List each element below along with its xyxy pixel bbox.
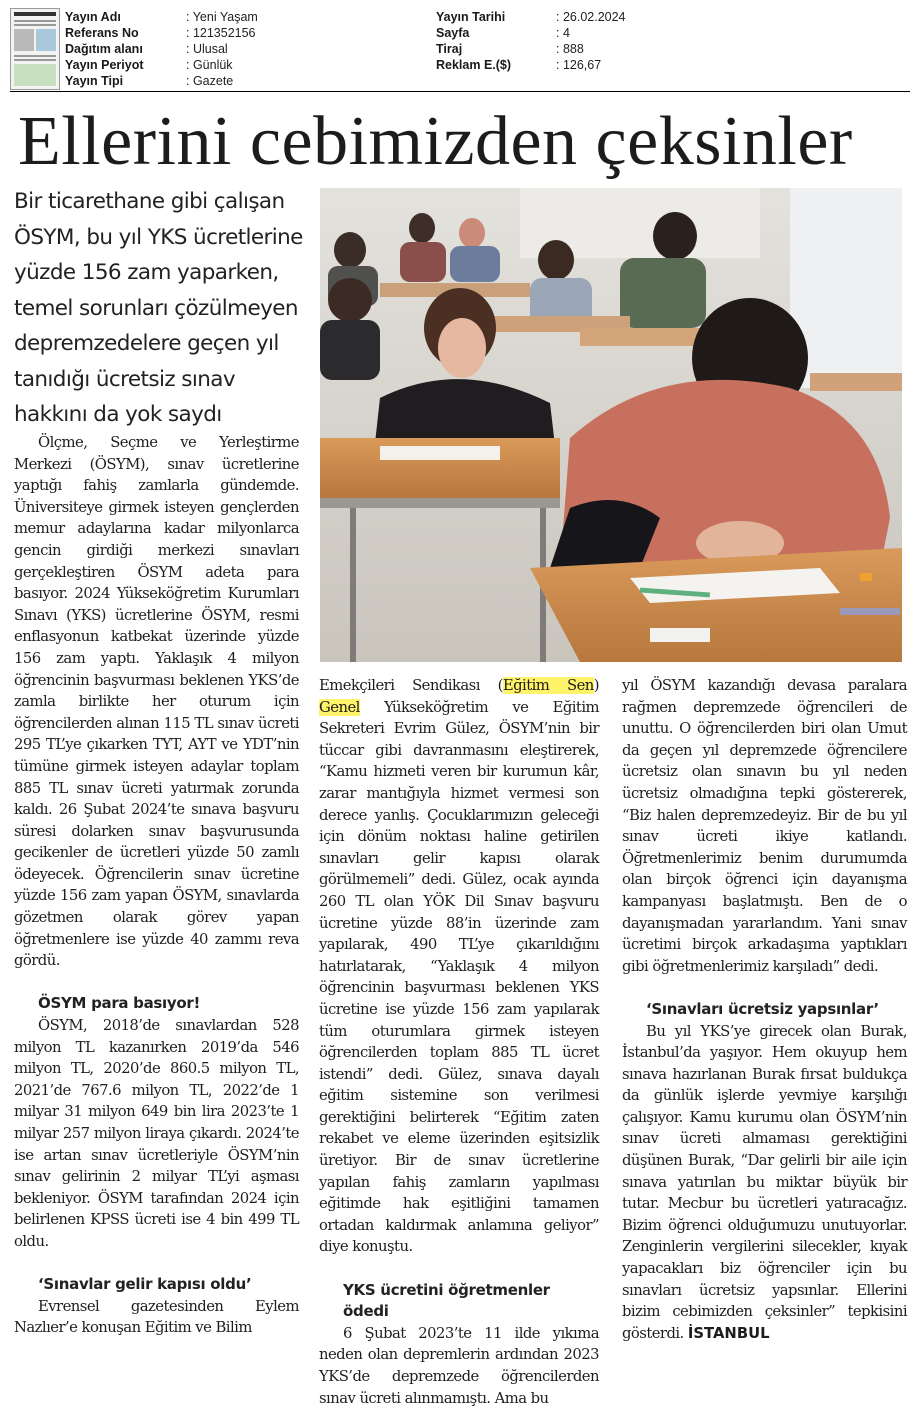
paragraph [319, 675, 599, 1258]
article-column-2 [319, 675, 599, 1409]
meta-key: Reklam E.($) [436, 58, 512, 72]
meta-key: Yayın Tarihi [436, 10, 506, 24]
subheading: ÖSYM para basıyor! [38, 994, 201, 1013]
thumb-ad [36, 29, 56, 51]
meta-key: Dağıtım alanı [65, 42, 143, 56]
headline: Ellerini cebimizden çeksinler [18, 103, 853, 180]
meta-row [436, 57, 626, 73]
meta-key: Tiraj [436, 42, 463, 56]
meta-row [436, 41, 626, 57]
meta-value: : Günlük [186, 58, 233, 72]
meta-row [436, 9, 626, 25]
paragraph: ÖSYM, 2018’de sınavlardan 528 milyon TL kazanırken 2019’da 546 milyon TL, 2020’de 860.5 milyon TL, 2021’de 767.6 milyon TL, 2022’de 1 milyar 31 milyon 649 bin lira 2023’te 1 milyar 257 milyon liraya çıkardı. 2024’te ise artan sınav ücretleriyle ÖSYM’nin sınav gelirinin 2 milyar TL’yi aşması bekleniyor. ÖSYM tarafından 2024 için belirlenen KPSS ücreti ise 4 bin 499 TL oldu. [14, 1017, 299, 1250]
thumb-line [14, 55, 56, 57]
meta-row [65, 73, 258, 89]
highlighted-text: Eğitim Sen [502, 677, 594, 694]
text-run: Yükseköğretim ve Eğitim Sekreteri Evrim Gülez, ÖSYM’nin bir tüccar gibi davranmasını eleştirerek, “Kamu hizmeti veren bir kurumun kâr, zarar mantığıyla hizmet vermesi son derece yanlış. Çocuklarımızın geleceği için dönüm noktası haline getirilen sınavları gelir kapısı olarak görülmemeli” dedi. Gülez, ocak ayında 260 TL olan YÖK Dil Sınav başvuru ücretine yüzde 88’in üzerinde zam yapılarak, 490 TL’ye çıkarıldığını hatırlatarak, “Yaklaşık 4 milyon öğrencinin başvurması beklenen YKS ücretine ise yüzde 156 zam yapılarak tüm oturumlara girmek isteyen öğrencilerden toplam 885 TL ücret istendi” dedi. Gülez, sınava dayalı eğitim sistemine son verilmesi gerektiğini belirterek “Eğitim zaten rekabet ve eleme üzerinden eşitsizlik üretiyor. Bir de sınav ücretlerine yapılan fahiş zamların yapılması eğitimde hak eşitliğini tamamen ortadan kaldırmak anlamına geliyor” diye konuştu. [319, 698, 599, 1256]
meta-value: : 121352156 [186, 26, 256, 40]
spacer [14, 1253, 299, 1275]
paragraph: 6 Şubat 2023’te 11 ilde yıkıma neden olan depremlerin ardından 2023 YKS’de depremzede öğrencilerden sınav ücreti alınmamıştı. Ama bu [319, 1324, 599, 1407]
paragraph: yıl ÖSYM kazandığı devasa paralara rağmen depremzede öğrencileri de unuttu. O öğrencilerden biri olan Umut da geçen yıl depremzede öğrencilere ücretsiz olan sınavın bu yıl neden ücretsiz olmadığına tepki göstererek, “Biz halen depremzedeyiz. Bir de bu yıl sınav ücreti ikiye katlandı. Öğretmenlerimiz benim durumumda olan birçok öğrenci için dayanışma kampanyası başlatmıştı. Ben de o dayanışmadan yararlandım. Yani sınav ücretimi birçok arkadaşıma yaptıkları gibi öğretmenlerimiz karşıladı” dedi. [622, 677, 907, 975]
thumb-line [14, 20, 56, 22]
meta-value: : 888 [556, 42, 584, 56]
text-run: ) [593, 677, 599, 694]
meta-key: Referans No [65, 26, 139, 40]
article-column-1 [14, 432, 299, 1339]
deck-subheadline: Bir ticarethane gibi çalışan ÖSYM, bu yıl YKS ücretlerine yüzde 156 zam yaparken, temel sorunları çözülmeyen depremzedelere geçen yıl tanıdığı ücretsiz sınav hakkını da yok saydı [14, 189, 303, 427]
meta-key: Yayın Periyot [65, 58, 144, 72]
article-column-3 [622, 675, 907, 1344]
meta-row [65, 57, 258, 73]
meta-value: : 4 [556, 26, 570, 40]
subheading: YKS ücretini öğretmenler ödedi [343, 1280, 550, 1321]
clipping-metadata [0, 0, 920, 92]
exam-hall-illustration [320, 188, 902, 662]
meta-value: : 26.02.2024 [556, 10, 626, 24]
meta-row [65, 9, 258, 25]
thumb-masthead [14, 12, 56, 16]
thumb-line [14, 59, 56, 61]
thumb-ad [14, 64, 56, 86]
meta-key: Yayın Adı [65, 10, 121, 24]
meta-row [65, 41, 258, 57]
meta-value: : Yeni Yaşam [186, 10, 258, 24]
meta-key: Yayın Tipi [65, 74, 124, 88]
meta-value: : Gazete [186, 74, 234, 88]
paragraph: Ölçme, Seçme ve Yerleştirme Merkezi (ÖSYM), sınav ücretlerine yaptığı fahiş zamlarla gündemde. Üniversiteye girmek isteyen gençlerden memur adaylarına kadar milyonlarca gencin girdiği merkezi sınavları gerçekleştiren ÖSYM adeta para basıyor. 2024 Yükseköğretim Kurumları Sınavı (YKS) ücretlerine ÖSYM, resmi enflasyonun katbekat üzerinde yüzde 156 zam yaptı. Yaklaşık 4 milyon öğrencinin başvurması beklenen YKS’de zamla birlikte her oturum için öğrencilerden alınan 115 TL sınav ücreti 295 TL’ye çıkarken TYT, AYT ve YDT’nin tümüne girmek isteyen adaylar toplam 885 TL sınav ücreti yatırmak zorunda kaldı. 26 Şubat 2024’te sınava başvuru süresi dolarken sınav başvurusunda gecikenler de ücretleri yüzde 50 zamlı ödeyecek. Öğrencilerin sınav ücretine yüzde 156 zam yapan ÖSYM, sınavlarda gözetmen olarak görev yapan öğretmenlere ise yüzde 40 zammı reva gördü. [14, 434, 299, 970]
meta-row [436, 25, 626, 41]
dateline: İSTANBUL [687, 1324, 770, 1342]
header-divider [10, 91, 910, 92]
meta-value: : Ulusal [186, 42, 228, 56]
meta-row [65, 25, 258, 41]
exam-hall-photo [320, 188, 902, 662]
spacer [14, 972, 299, 994]
meta-right [436, 9, 626, 73]
paragraph: Evrensel gazetesinden Eylem Nazlıer’e konuşan Eğitim ve Bilim [14, 1297, 299, 1337]
subheading: ‘Sınavlar gelir kapısı oldu’ [38, 1275, 252, 1294]
meta-value: : 126,67 [556, 58, 602, 72]
subheading: ‘Sınavları ücretsiz yapsınlar’ [646, 999, 879, 1018]
meta-left [65, 9, 258, 89]
page-thumbnail[interactable] [10, 8, 60, 90]
spacer [319, 1258, 599, 1280]
highlighted-text: Genel [319, 698, 360, 716]
text-run: Emekçileri Sendikası ( [319, 677, 503, 694]
text-run: Bu yıl YKS’ye girecek olan Burak, İstanbul’da yaşıyor. Hem okuyup hem sınava hazırlanan Burak fırsat buldukça da günlük işlerde yevmiye karşılığı çalışıyor. Kamu kurumu olan ÖSYM’nin sınav ücreti almaması gerektiğini düşünen Burak, “Dar gelirli bir aile için sınava yatırılan bu miktar büyük bir tutar. Mecbur bu ücretleri yatıracağız. Bizim öğrenci olduğumuzu unutuyorlar. Zenginlerin vergilerini silecekler, kıyak yapacakları biz öğrenciler için bu sınavları ücretsiz yapsınlar. Ellerini bizim cebimizden çeksinler” tepkisini gösterdi. [622, 1022, 907, 1342]
meta-key: Sayfa [436, 26, 470, 40]
thumb-line [14, 24, 56, 26]
spacer [622, 977, 907, 999]
paragraph [622, 1021, 907, 1345]
thumb-photo [14, 29, 34, 51]
